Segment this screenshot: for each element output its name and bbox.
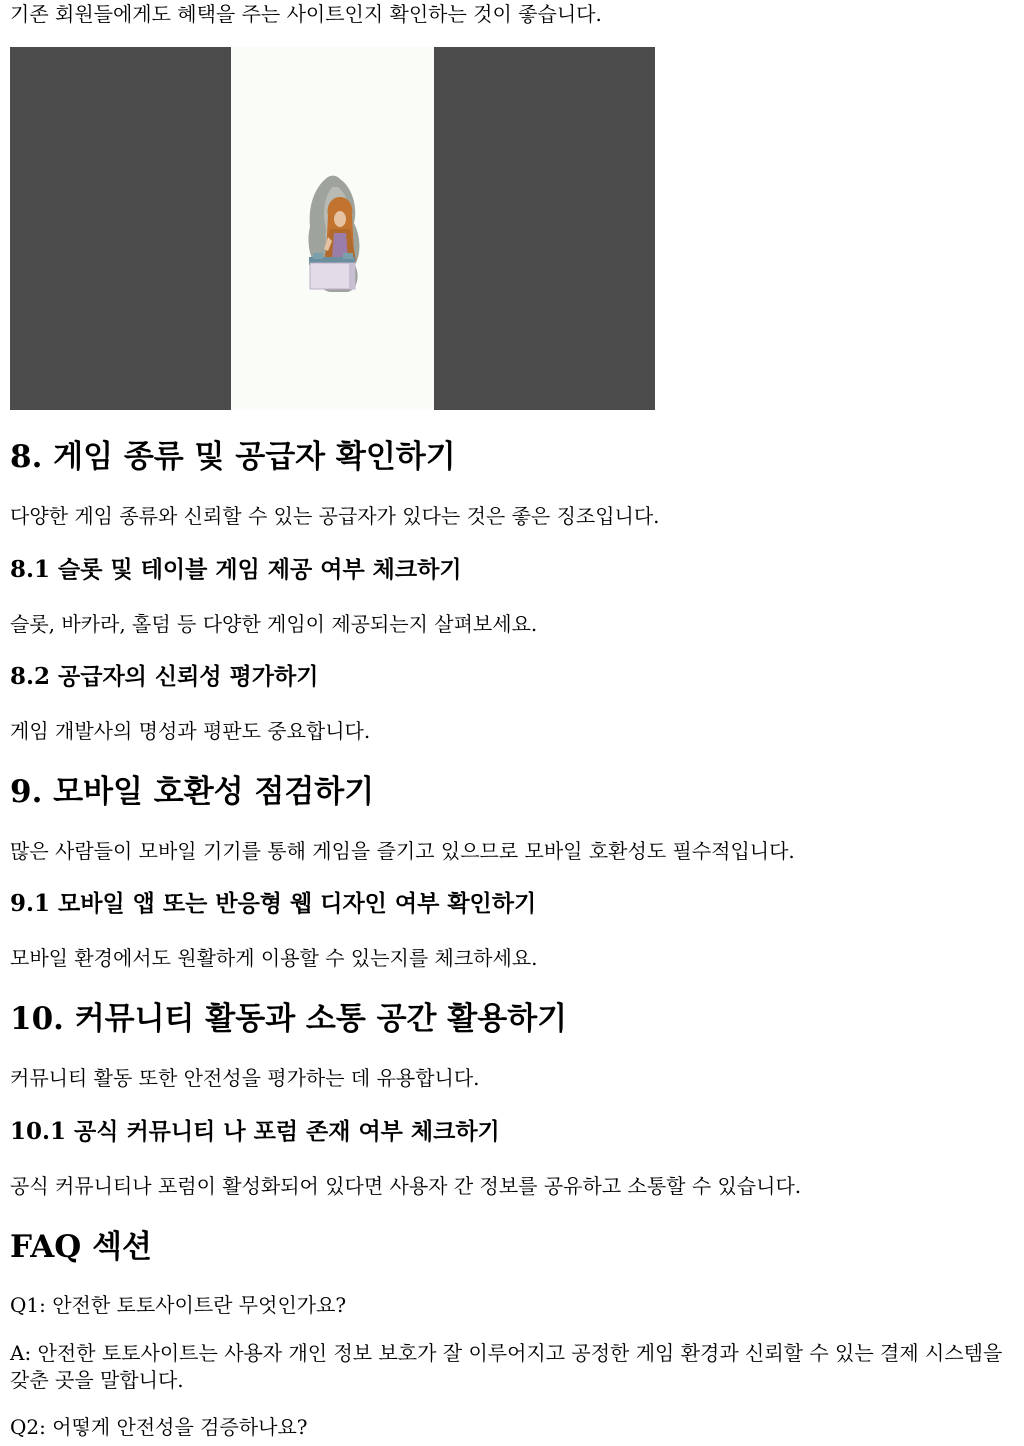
- subsection-heading-8-2: 8.2 공급자의 신뢰성 평가하기: [10, 663, 319, 690]
- section-text-8: 다양한 게임 종류와 신뢰할 수 있는 공급자가 있다는 것은 좋은 징조입니다.: [10, 504, 660, 528]
- section-heading-9: 9. 모바일 호환성 점검하기: [10, 774, 375, 810]
- intro-paragraph: 기존 회원들에게도 혜택을 주는 사이트인지 확인하는 것이 좋습니다.: [10, 2, 602, 26]
- section-heading-10: 10. 커뮤니티 활동과 소통 공간 활용하기: [10, 1001, 568, 1037]
- section-text-10: 커뮤니티 활동 또한 안전성을 평가하는 데 유용합니다.: [10, 1066, 480, 1090]
- faq-question-1: Q1: 안전한 토토사이트란 무엇인가요?: [10, 1293, 347, 1317]
- subsection-text-10-1: 공식 커뮤니티나 포럼이 활성화되어 있다면 사용자 간 정보를 공유하고 소통할 수 있습니다.: [10, 1174, 802, 1198]
- subsection-text-9-1: 모바일 환경에서도 원활하게 이용할 수 있는지를 체크하세요.: [10, 946, 538, 970]
- subsection-heading-8-1: 8.1 슬롯 및 테이블 게임 제공 여부 체크하기: [10, 556, 462, 583]
- subsection-heading-10-1: 10.1 공식 커뮤니티 나 포럼 존재 여부 체크하기: [10, 1118, 500, 1145]
- section-heading-8: 8. 게임 종류 및 공급자 확인하기: [10, 439, 456, 475]
- faq-heading: FAQ 섹션: [10, 1229, 152, 1265]
- faq-answer-1: A: 안전한 토토사이트는 사용자 개인 정보 보호가 잘 이루어지고 공정한 게임 환경과 신뢰할 수 있는 결제 시스템을 갖춘 곳을 말합니다.: [10, 1341, 1003, 1392]
- statue-illustration: [10, 47, 655, 410]
- article-image: [10, 47, 655, 410]
- section-text-9: 많은 사람들이 모바일 기기를 통해 게임을 즐기고 있으므로 모바일 호환성도 필수적입니다.: [10, 839, 795, 863]
- faq-question-2: Q2: 어떻게 안전성을 검증하나요?: [10, 1415, 308, 1439]
- subsection-text-8-1: 슬롯, 바카라, 홀덤 등 다양한 게임이 제공되는지 살펴보세요.: [10, 612, 538, 636]
- subsection-heading-9-1: 9.1 모바일 앱 또는 반응형 웹 디자인 여부 확인하기: [10, 890, 537, 917]
- subsection-text-8-2: 게임 개발사의 명성과 평판도 중요합니다.: [10, 719, 371, 743]
